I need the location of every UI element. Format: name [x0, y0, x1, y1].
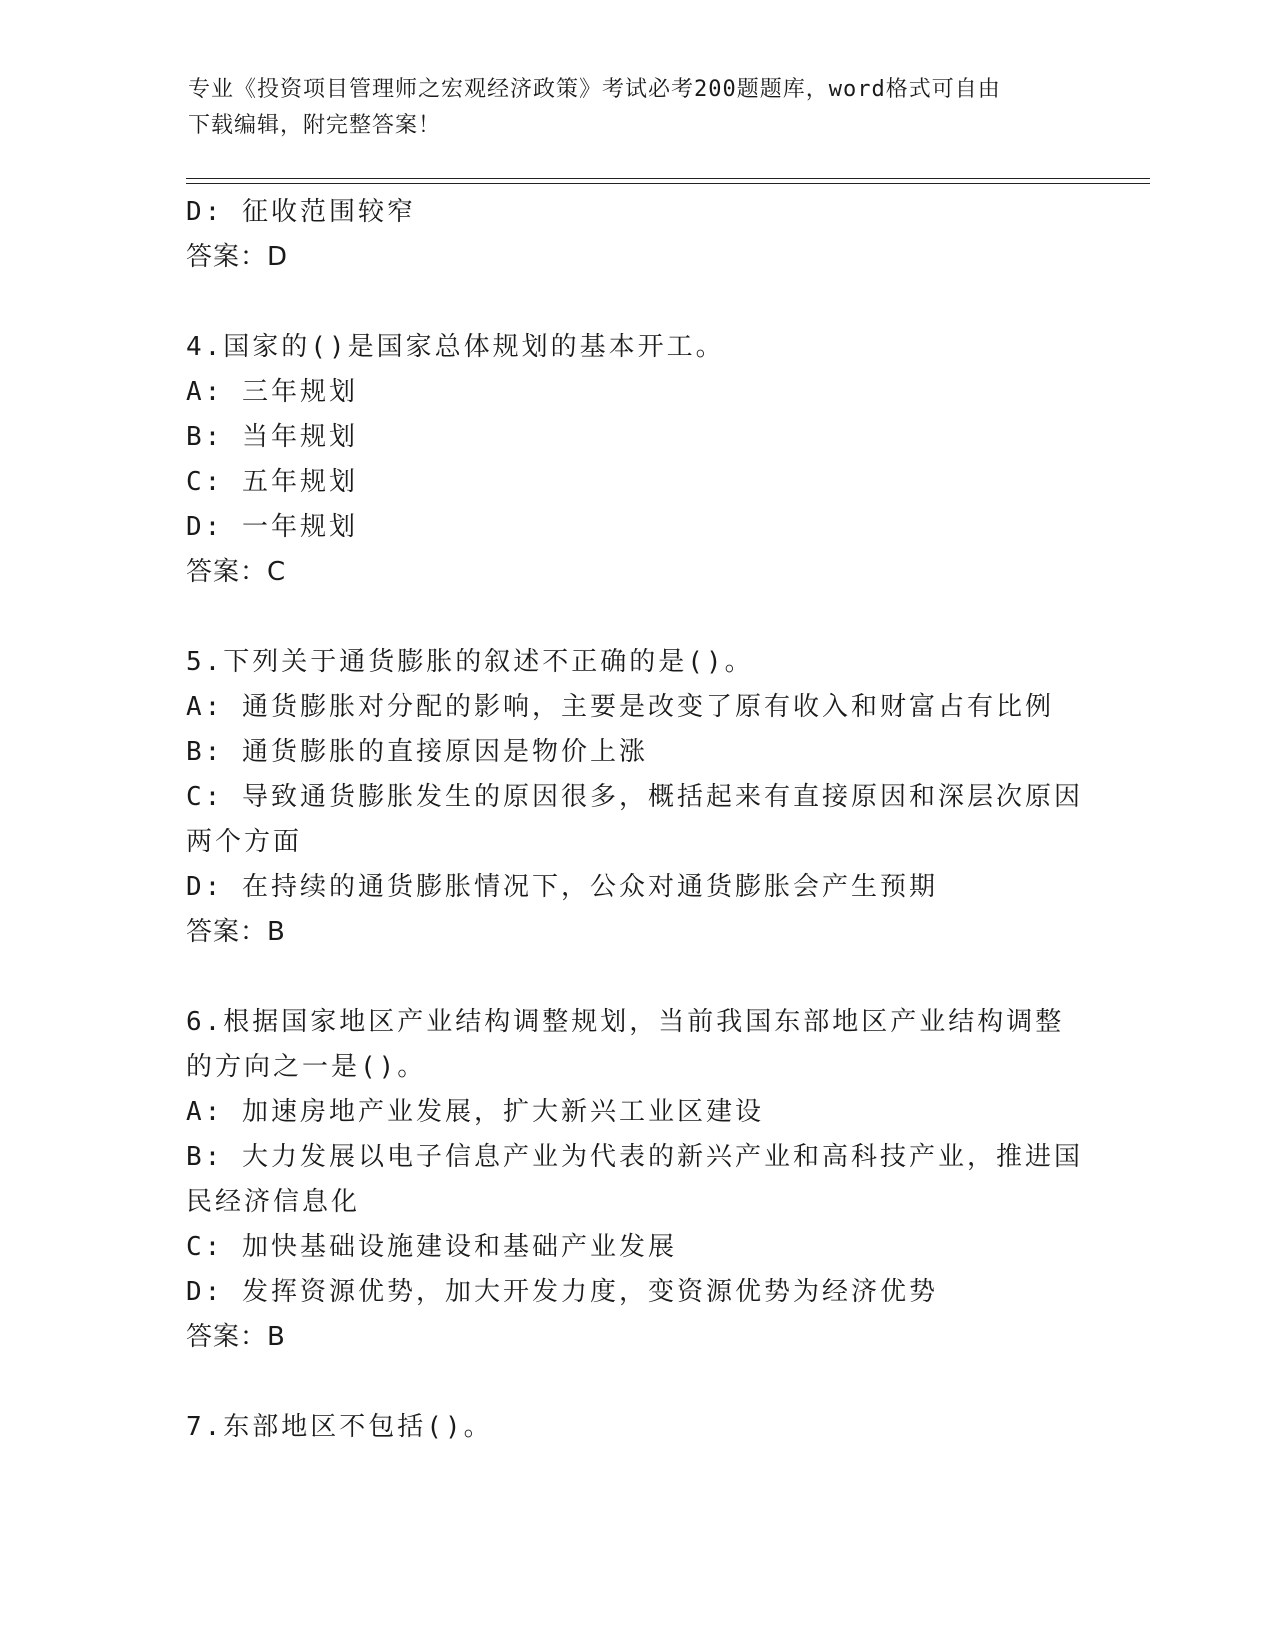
answer-line: 答案：B: [186, 1322, 286, 1352]
header-line-2: 下载编辑，附完整答案！: [188, 113, 442, 138]
question-stem: 5.下列关于通货膨胀的叙述不正确的是()。: [186, 647, 754, 677]
option-c-continued: 两个方面: [186, 827, 303, 857]
question-list: [186, 190, 1086, 1450]
option-d: D: 发挥资源优势，加大开发力度，变资源优势为经济优势: [186, 1277, 938, 1307]
answer-line: 答案：C: [186, 557, 287, 587]
spacer: [186, 1360, 1086, 1405]
option-c: C: 五年规划: [186, 467, 358, 497]
question-7: [186, 1405, 1086, 1450]
answer-line: 答案：D: [186, 242, 289, 272]
header-line-1: 专业《投资项目管理师之宏观经济政策》考试必考200题题库，word格式可自由: [188, 77, 1001, 102]
option-d: D: 征收范围较窄: [186, 197, 416, 227]
question-3-continued: [186, 190, 1086, 280]
option-b-continued: 民经济信息化: [186, 1187, 361, 1217]
option-a: A: 三年规划: [186, 377, 358, 407]
question-stem-continued: 的方向之一是()。: [186, 1052, 427, 1082]
option-d: D: 一年规划: [186, 512, 358, 542]
question-stem: 4.国家的()是国家总体规划的基本开工。: [186, 332, 725, 362]
option-a: A: 通货膨胀对分配的影响，主要是改变了原有收入和财富占有比例: [186, 692, 1054, 722]
spacer: [186, 955, 1086, 1000]
option-c: C: 导致通货膨胀发生的原因很多，概括起来有直接原因和深层次原因: [186, 782, 1083, 812]
question-stem: 6.根据国家地区产业结构调整规划，当前我国东部地区产业结构调整: [186, 1007, 1065, 1037]
answer-line: 答案：B: [186, 917, 286, 947]
question-5: [186, 640, 1086, 955]
spacer: [186, 280, 1086, 325]
option-b: B: 大力发展以电子信息产业为代表的新兴产业和高科技产业，推进国: [186, 1142, 1083, 1172]
option-c: C: 加快基础设施建设和基础产业发展: [186, 1232, 677, 1262]
option-d: D: 在持续的通货膨胀情况下，公众对通货膨胀会产生预期: [186, 872, 938, 902]
document-header: [188, 72, 1088, 144]
option-b: B: 当年规划: [186, 422, 358, 452]
spacer: [186, 595, 1086, 640]
option-b: B: 通货膨胀的直接原因是物价上涨: [186, 737, 648, 767]
question-4: [186, 325, 1086, 595]
question-6: [186, 1000, 1086, 1360]
option-a: A: 加速房地产业发展，扩大新兴工业区建设: [186, 1097, 764, 1127]
question-stem: 7.东部地区不包括()。: [186, 1412, 493, 1442]
header-divider: [186, 178, 1150, 184]
